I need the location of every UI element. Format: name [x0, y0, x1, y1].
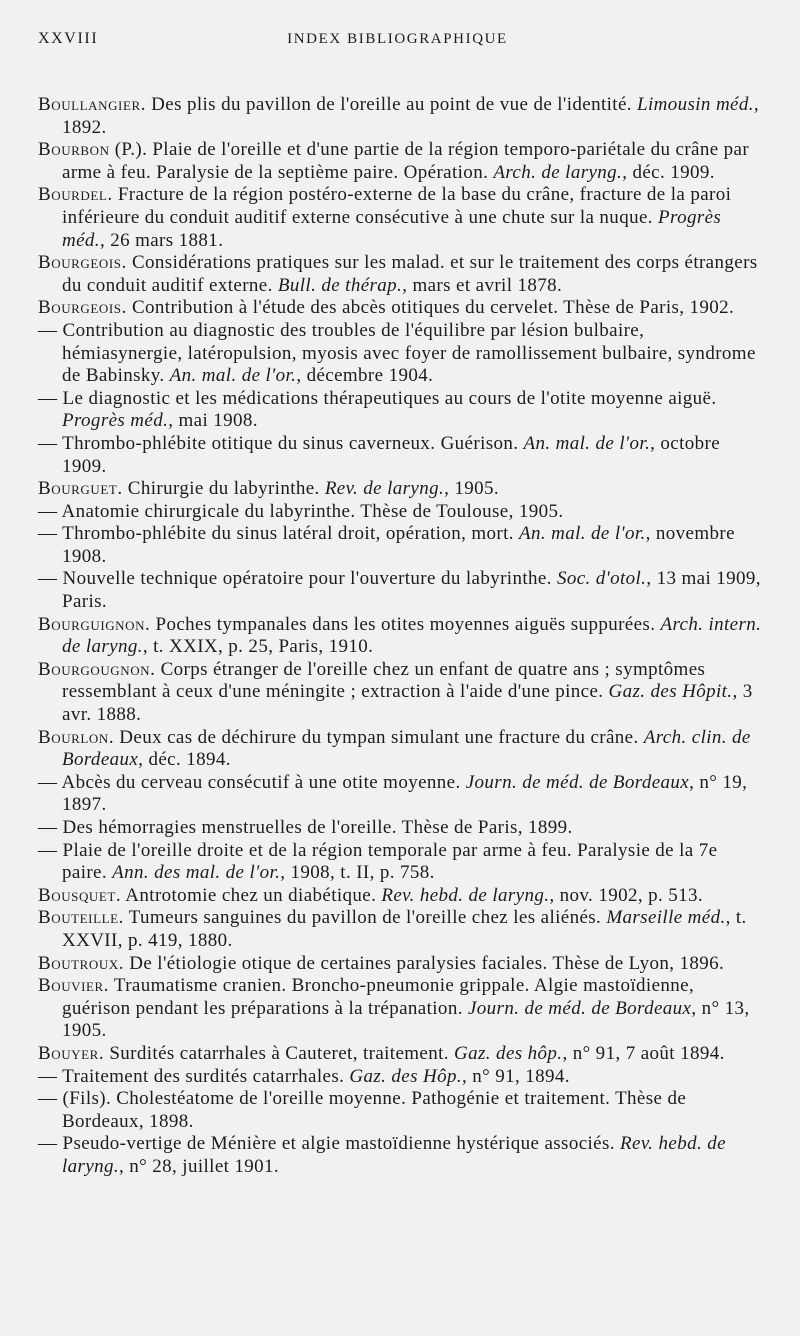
bibliography-entry — [38, 885, 762, 908]
entry-journal: Soc. d'otol. — [556, 568, 647, 590]
entry-journal: Gaz. des hôp. — [454, 1042, 563, 1064]
entry-journal: Marseille méd. — [606, 907, 726, 929]
entry-author: Bourbon — [38, 139, 110, 161]
entry-author: Bourdel. — [38, 184, 113, 206]
entry-text: Antrotomie chez un diabétique. — [121, 884, 382, 906]
entry-journal: Gaz. des Hôp. — [349, 1065, 462, 1087]
entry-journal: Arch. intern. de laryng. — [62, 613, 762, 658]
entry-journal: Rev. hebd. de laryng. — [381, 884, 550, 906]
entry-journal: Progrès méd. — [62, 410, 169, 432]
entry-text: Tumeurs sanguines du pavillon de l'oreille chez les aliénés. — [123, 907, 607, 929]
entry-journal: Gaz. des Hôpit. — [608, 681, 733, 703]
entry-text: — Contribution au diagnostic des troubles de l'équilibre par lésion bulbaire, hémiasynergie, latéropulsion, myosis avec foyer de ramollissement bulbaire, syndrome de Babinsky. — [38, 319, 756, 387]
entry-journal: An. mal. de l'or. — [169, 365, 297, 387]
bibliography-entry — [38, 772, 762, 817]
bibliography-entry — [38, 139, 762, 184]
bibliography-entry — [38, 1088, 762, 1133]
entry-text: Deux cas de déchirure du tympan simulant une fracture du crâne. — [114, 726, 644, 748]
entry-journal: Progrès méd. — [62, 206, 722, 251]
bibliography-entry — [38, 297, 762, 320]
entry-text: , 3 avr. 1888. — [62, 681, 753, 726]
entry-text: , t. XXVII, p. 419, 1880. — [62, 907, 747, 951]
entry-text: — Pseudo-vertige de Ménière et algie mastoïdienne hystérique associés. — [38, 1133, 621, 1155]
bibliography-entry — [38, 907, 762, 952]
bibliography-entry — [38, 252, 762, 297]
entry-text: — Des hémorragies menstruelles de l'oreille. Thèse de Paris, 1899. — [38, 817, 573, 838]
bibliography-entry — [38, 523, 762, 568]
entry-author: Bourguet. — [38, 478, 123, 500]
entry-author: Bouyer. — [38, 1042, 105, 1064]
bibliography-list — [38, 94, 762, 1179]
entry-text: , novembre 1908. — [62, 523, 735, 567]
bibliography-entry — [38, 501, 762, 524]
entry-text: Considérations pratiques sur les malad. et sur le traitement des corps étrangers du conduit auditif externe. — [62, 252, 758, 296]
bibliography-entry — [38, 184, 762, 252]
entry-text: De l'étiologie otique de certaines paralysies faciales. Thèse de Lyon, 1896. — [124, 952, 725, 974]
entry-text: (P.). Plaie de l'oreille et d'une partie de la région temporo-pariétale du crâne par arme à feu. Paralysie de la septième paire. Opération. — [62, 139, 750, 183]
entry-text: — Nouvelle technique opératoire pour l'ouverture du labyrinthe. — [38, 568, 557, 590]
entry-author: Bourguignon. — [38, 613, 151, 635]
entry-author: Bouteille. — [38, 907, 124, 929]
bibliography-entry — [38, 840, 762, 885]
entry-journal: Rev. de laryng. — [324, 478, 445, 500]
bibliography-entry — [38, 1043, 762, 1066]
entry-text: Corps étranger de l'oreille chez un enfant de quatre ans ; symptômes ressemblant à ceux d'une méningite ; extraction à l'aide d'une pince. — [62, 658, 706, 703]
entry-text: , n° 28, juillet 1901. — [119, 1155, 280, 1177]
entry-text: Traumatisme cranien. Broncho-pneumonie grippale. Algie mastoïdienne, guérison pendant les préparations à la trépanation. — [62, 975, 695, 1019]
entry-text: , t. XXIX, p. 25, Paris, 1910. — [142, 636, 374, 658]
page-header — [38, 30, 762, 56]
bibliography-entry — [38, 975, 762, 1043]
bibliography-entry — [38, 953, 762, 976]
bibliography-entry — [38, 478, 762, 501]
entry-text: — (Fils). Cholestéatome de l'oreille moyenne. Pathogénie et traitement. Thèse de Bordeaux, 1898. — [38, 1088, 687, 1132]
bibliography-entry — [38, 614, 762, 659]
entry-text: , 26 mars 1881. — [99, 229, 224, 251]
entry-text: , 1892. — [62, 94, 760, 138]
entry-author: Boullangier. — [38, 94, 147, 115]
entry-author: Bourgeois. — [38, 297, 127, 319]
entry-journal: Journ. de méd. de Bordeaux — [465, 771, 690, 793]
entry-journal: Ann. des mal. de l'or. — [112, 862, 281, 884]
entry-author: Bourlon. — [38, 726, 115, 748]
bibliography-entry — [38, 320, 762, 388]
entry-text: Des plis du pavillon de l'oreille au point de vue de l'identité. — [146, 94, 638, 115]
bibliography-entry — [38, 568, 762, 613]
entry-text: , n° 91, 1894. — [461, 1065, 570, 1087]
running-title: INDEX BIBLIOGRAPHIQUE — [287, 31, 508, 47]
entry-text: Fracture de la région postéro-externe de la base du crâne, fracture de la paroi inférieure du conduit auditif externe consécutive à une chute sur la nuque. — [62, 184, 732, 228]
entry-text: — Traitement des surdités catarrhales. — [38, 1065, 350, 1087]
entry-text: , octobre 1909. — [62, 432, 721, 477]
bibliography-entry — [38, 94, 762, 139]
entry-text: — Thrombo-phlébite otitique du sinus caverneux. Guérison. — [38, 432, 524, 454]
entry-text: — Plaie de l'oreille droite et de la région temporale par arme à feu. Paralysie de la 7e paire. — [38, 839, 718, 884]
entry-text: , 13 mai 1909, Paris. — [62, 568, 761, 613]
entry-text: , mai 1908. — [168, 410, 258, 432]
entry-journal: An. mal. de l'or. — [523, 432, 651, 454]
entry-text: Poches tympanales dans les otites moyennes aiguës suppurées. — [150, 613, 661, 635]
entry-journal: Rev. hebd. de laryng. — [62, 1133, 726, 1177]
entry-text: , n° 13, 1905. — [62, 997, 750, 1042]
bibliography-entry — [38, 659, 762, 727]
entry-text: Surdités catarrhales à Cauteret, traitement. — [104, 1042, 455, 1064]
entry-text: Chirurgie du labyrinthe. — [122, 478, 325, 500]
entry-text: Contribution à l'étude des abcès otitiques du cervelet. Thèse de Paris, 1902. — [126, 297, 735, 319]
entry-journal: Arch. de laryng. — [493, 161, 623, 183]
entry-text: — Abcès du cerveau consécutif à une otite moyenne. — [38, 771, 466, 793]
bibliography-entry — [38, 727, 762, 772]
bibliography-entry — [38, 388, 762, 433]
bibliography-entry — [38, 433, 762, 478]
entry-text: , déc. 1894. — [138, 749, 231, 771]
entry-text: — Le diagnostic et les médications thérapeutiques au cours de l'otite moyenne aiguë. — [38, 387, 717, 409]
entry-author: Bourgeois. — [38, 252, 127, 274]
entry-text: , déc. 1909. — [622, 161, 715, 183]
bibliography-entry — [38, 817, 762, 840]
entry-author: Boutroux. — [38, 952, 125, 974]
page-number: XXVIII — [38, 30, 99, 47]
entry-text: — Anatomie chirurgicale du labyrinthe. Thèse de Toulouse, 1905. — [38, 500, 564, 522]
entry-journal: Arch. clin. de Bordeaux — [62, 726, 751, 771]
entry-text: , n° 19, 1897. — [62, 771, 748, 816]
entry-journal: Bull. de thérap. — [277, 274, 403, 296]
entry-text: — Thrombo-phlébite du sinus latéral droit, opération, mort. — [38, 523, 519, 545]
entry-journal: Limousin méd. — [637, 94, 754, 115]
entry-journal: Journ. de méd. de Bordeaux — [467, 997, 692, 1019]
entry-author: Bouvier. — [38, 975, 110, 997]
bibliography-entry — [38, 1066, 762, 1089]
entry-author: Bousquet. — [38, 884, 122, 906]
entry-text: , n° 91, 7 août 1894. — [562, 1042, 725, 1064]
entry-journal: An. mal. de l'or. — [519, 523, 646, 545]
entry-text: , nov. 1902, p. 513. — [549, 884, 704, 906]
entry-text: , décembre 1904. — [296, 365, 434, 387]
bibliography-entry — [38, 1133, 762, 1178]
entry-author: Bourgougnon. — [38, 658, 156, 680]
entry-text: , 1905. — [444, 478, 500, 500]
entry-text: , 1908, t. II, p. 758. — [280, 862, 435, 884]
entry-text: , mars et avril 1878. — [402, 274, 563, 296]
